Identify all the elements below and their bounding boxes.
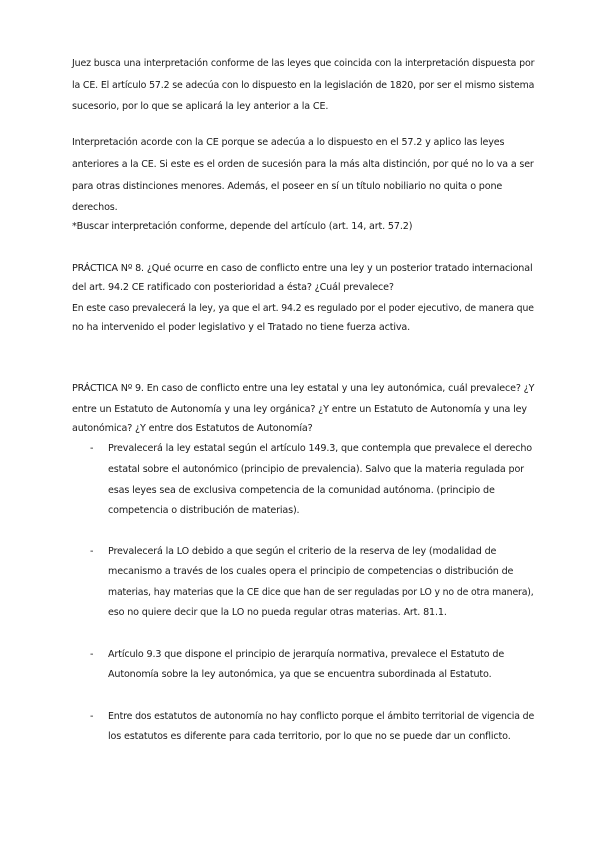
practica-8-question: PRÁCTICA Nº 8. ¿Qué ocurre en caso de conflicto entre una ley y un posterior tratado internacional [72, 263, 533, 274]
practica-8-answer: no ha intervenido el poder legislativo y el Tratado no tiene fuerza activa. [72, 322, 410, 333]
list-item-line: los estatutos es diferente para cada territorio, por lo que no se puede dar un conflicto. [108, 731, 511, 742]
list-item-line: mecanismo a través de los cuales opera el principio de competencias o distribución de [108, 566, 514, 577]
bullet-dash: - [90, 546, 94, 557]
list-item-line: esas leyes sea de exclusiva competencia de la comunidad autónoma. (principio de [108, 485, 495, 496]
note-line: *Buscar interpretación conforme, depende del artículo (art. 14, art. 57.2) [72, 221, 413, 232]
list-item-line: Entre dos estatutos de autonomía no hay conflicto porque el ámbito territorial de vigencia de [108, 711, 535, 722]
bullet-dash: - [90, 443, 94, 454]
bullet-dash: - [90, 711, 94, 722]
text-line: Juez busca una interpretación conforme de las leyes que coincida con la interpretación dispuesta por [72, 58, 535, 69]
list-item-line: Autonomía sobre la ley autonómica, ya que se encuentra subordinada al Estatuto. [108, 669, 492, 680]
practica-9-question: entre un Estatuto de Autonomía y una ley orgánica? ¿Y entre un Estatuto de Autonomía y una ley [72, 404, 527, 415]
text-line: la CE. El artículo 57.2 se adecúa con lo dispuesto en la legislación de 1820, por ser el mismo sistema [72, 80, 535, 91]
practica-8-answer: En este caso prevalecerá la ley, ya que el art. 94.2 es regulado por el poder ejecutivo, de manera que [72, 303, 534, 314]
text-line: sucesorio, por lo que se aplicará la ley anterior a la CE. [72, 101, 329, 112]
practica-8-question: del art. 94.2 CE ratificado con posterioridad a ésta? ¿Cuál prevalece? [72, 282, 394, 293]
text-line: anteriores a la CE. Si este es el orden de sucesión para la más alta distinción, por qué no lo va a ser [72, 159, 534, 170]
text-line: para otras distinciones menores. Además, el poseer en sí un título nobiliario no quita o pone [72, 181, 503, 192]
bullet-dash: - [90, 649, 94, 660]
list-item-line: Prevalecerá la LO debido a que según el criterio de la reserva de ley (modalidad de [108, 546, 497, 557]
list-item-line: eso no quiere decir que la LO no pueda regular otras materias. Art. 81.1. [108, 607, 447, 618]
text-line: derechos. [72, 202, 118, 213]
list-item-line: competencia o distribución de materias). [108, 505, 300, 516]
list-item-line: Artículo 9.3 que dispone el principio de jerarquía normativa, prevalece el Estatuto de [108, 649, 505, 660]
practica-9-question: PRÁCTICA Nº 9. En caso de conflicto entre una ley estatal y una ley autonómica, cuál prevalece? ¿Y [72, 383, 535, 394]
list-item-line: materias, hay materias que la CE dice que han de ser reguladas por LO y no de otra manera), [108, 587, 534, 598]
list-item-line: Prevalecerá la ley estatal según el artículo 149.3, que contempla que prevalece el derecho [108, 443, 532, 454]
practica-9-question: autonómica? ¿Y entre dos Estatutos de Autonomía? [72, 423, 313, 434]
list-item-line: estatal sobre el autonómico (principio de prevalencia). Salvo que la materia regulada por [108, 464, 524, 475]
text-line: Interpretación acorde con la CE porque se adecúa a lo dispuesto en el 57.2 y aplico las leyes [72, 137, 505, 148]
